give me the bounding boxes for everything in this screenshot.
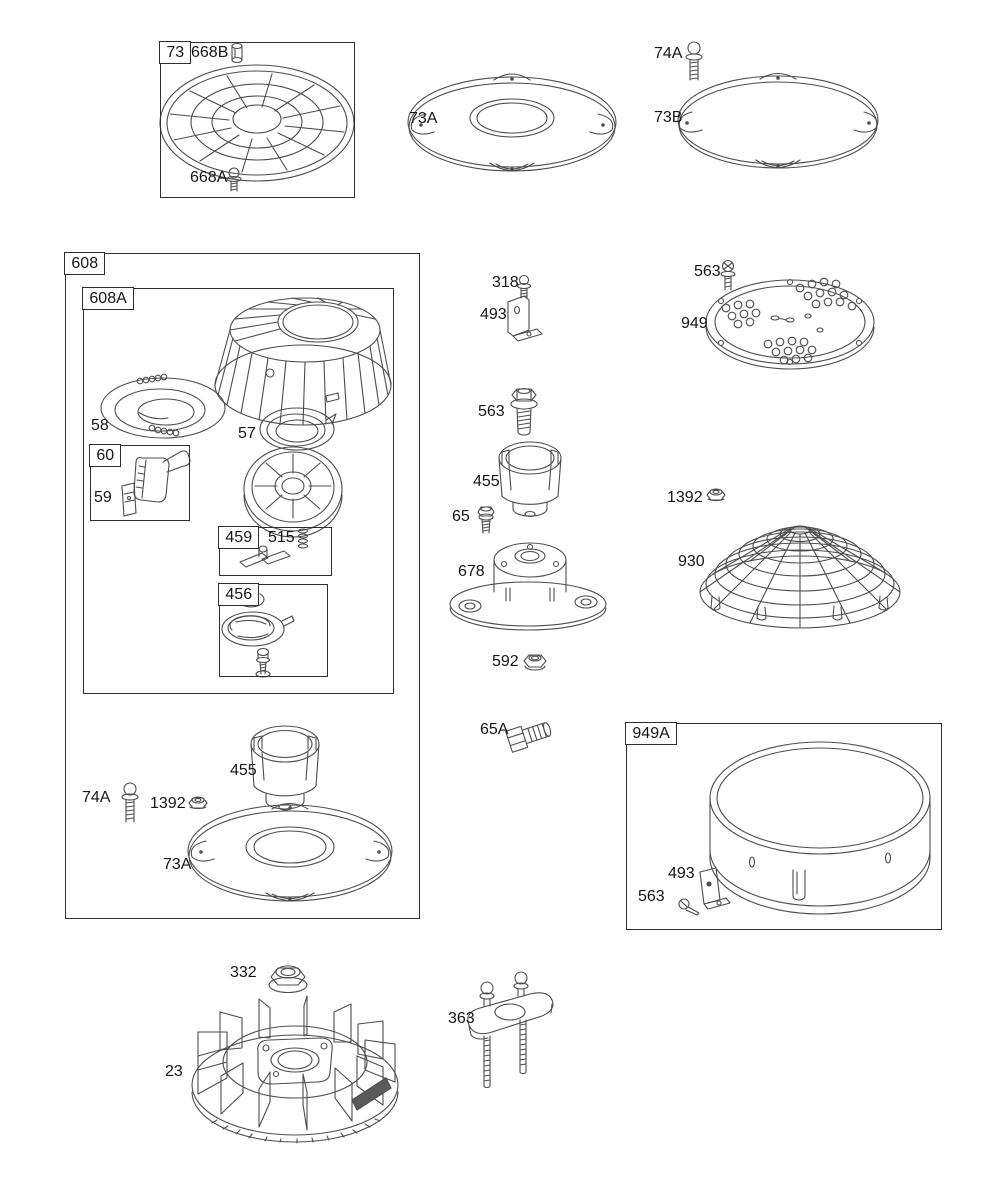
part-label-930: 930 — [678, 553, 705, 570]
part-label-1392-right: 1392 — [667, 489, 703, 506]
group-label-608a: 608A — [82, 287, 133, 310]
part-label-592: 592 — [492, 653, 519, 670]
group-box-456 — [219, 584, 328, 677]
part-label-455-mid: 455 — [473, 473, 500, 490]
part-label-318: 318 — [492, 274, 519, 291]
part-label-1392-lower: 1392 — [150, 795, 186, 812]
part-label-563-949a: 563 — [638, 888, 665, 905]
group-label-608: 608 — [64, 252, 105, 275]
part-label-74a-lower: 74A — [82, 789, 111, 806]
screw-318-drawing — [518, 276, 531, 299]
bolt-65a-drawing — [506, 718, 554, 752]
mount-678-drawing — [450, 543, 606, 630]
part-label-563-mid: 563 — [478, 403, 505, 420]
part-label-515: 515 — [268, 529, 295, 546]
starter-cup-455-mid-drawing — [499, 442, 561, 517]
group-label-60: 60 — [89, 444, 121, 467]
louver-cluster-left — [722, 300, 760, 328]
nut-332-drawing — [269, 966, 307, 993]
nut-1392-right-drawing — [707, 489, 725, 501]
fan-guard-930-drawing — [700, 526, 900, 628]
part-label-493-949a: 493 — [668, 865, 695, 882]
group-box-60 — [90, 445, 190, 521]
part-label-73a-top: 73A — [409, 110, 438, 127]
nut-592-drawing — [524, 655, 546, 670]
part-label-678: 678 — [458, 563, 485, 580]
screw-65-drawing — [478, 507, 494, 533]
part-label-493-mid: 493 — [480, 306, 507, 323]
cover-73b-drawing — [678, 74, 878, 169]
plate-949-drawing — [706, 278, 874, 369]
part-label-668b: 668B — [191, 44, 229, 61]
part-label-455-lower: 455 — [230, 762, 257, 779]
part-label-73b: 73B — [654, 109, 683, 126]
bolt-563-mid-drawing — [511, 389, 537, 436]
group-label-73: 73 — [159, 41, 191, 64]
louver-cluster-top-right — [796, 278, 856, 310]
part-label-65: 65 — [452, 508, 470, 525]
part-label-23: 23 — [165, 1063, 183, 1080]
part-label-74a-top: 74A — [654, 45, 683, 62]
group-box-949a — [626, 723, 942, 930]
bolt-74a-top-drawing — [686, 42, 702, 80]
cover-73a-top-drawing — [408, 74, 616, 171]
group-label-459: 459 — [218, 526, 259, 549]
part-label-73a-lower: 73A — [163, 856, 192, 873]
part-label-65a: 65A — [480, 721, 509, 738]
part-label-563-right: 563 — [694, 263, 721, 280]
part-label-59: 59 — [94, 489, 112, 506]
part-label-57: 57 — [238, 425, 256, 442]
part-label-668a: 668A — [190, 169, 228, 186]
part-label-332: 332 — [230, 964, 257, 981]
puller-363-drawing — [468, 972, 553, 1088]
part-label-949: 949 — [681, 315, 708, 332]
flywheel-23-drawing — [192, 996, 398, 1143]
bracket-493-mid-drawing — [508, 296, 542, 341]
group-label-456: 456 — [218, 583, 259, 606]
screw-563-right-drawing — [721, 261, 735, 291]
group-label-949a: 949A — [625, 722, 676, 745]
part-label-58: 58 — [91, 417, 109, 434]
part-label-363: 363 — [448, 1010, 475, 1027]
